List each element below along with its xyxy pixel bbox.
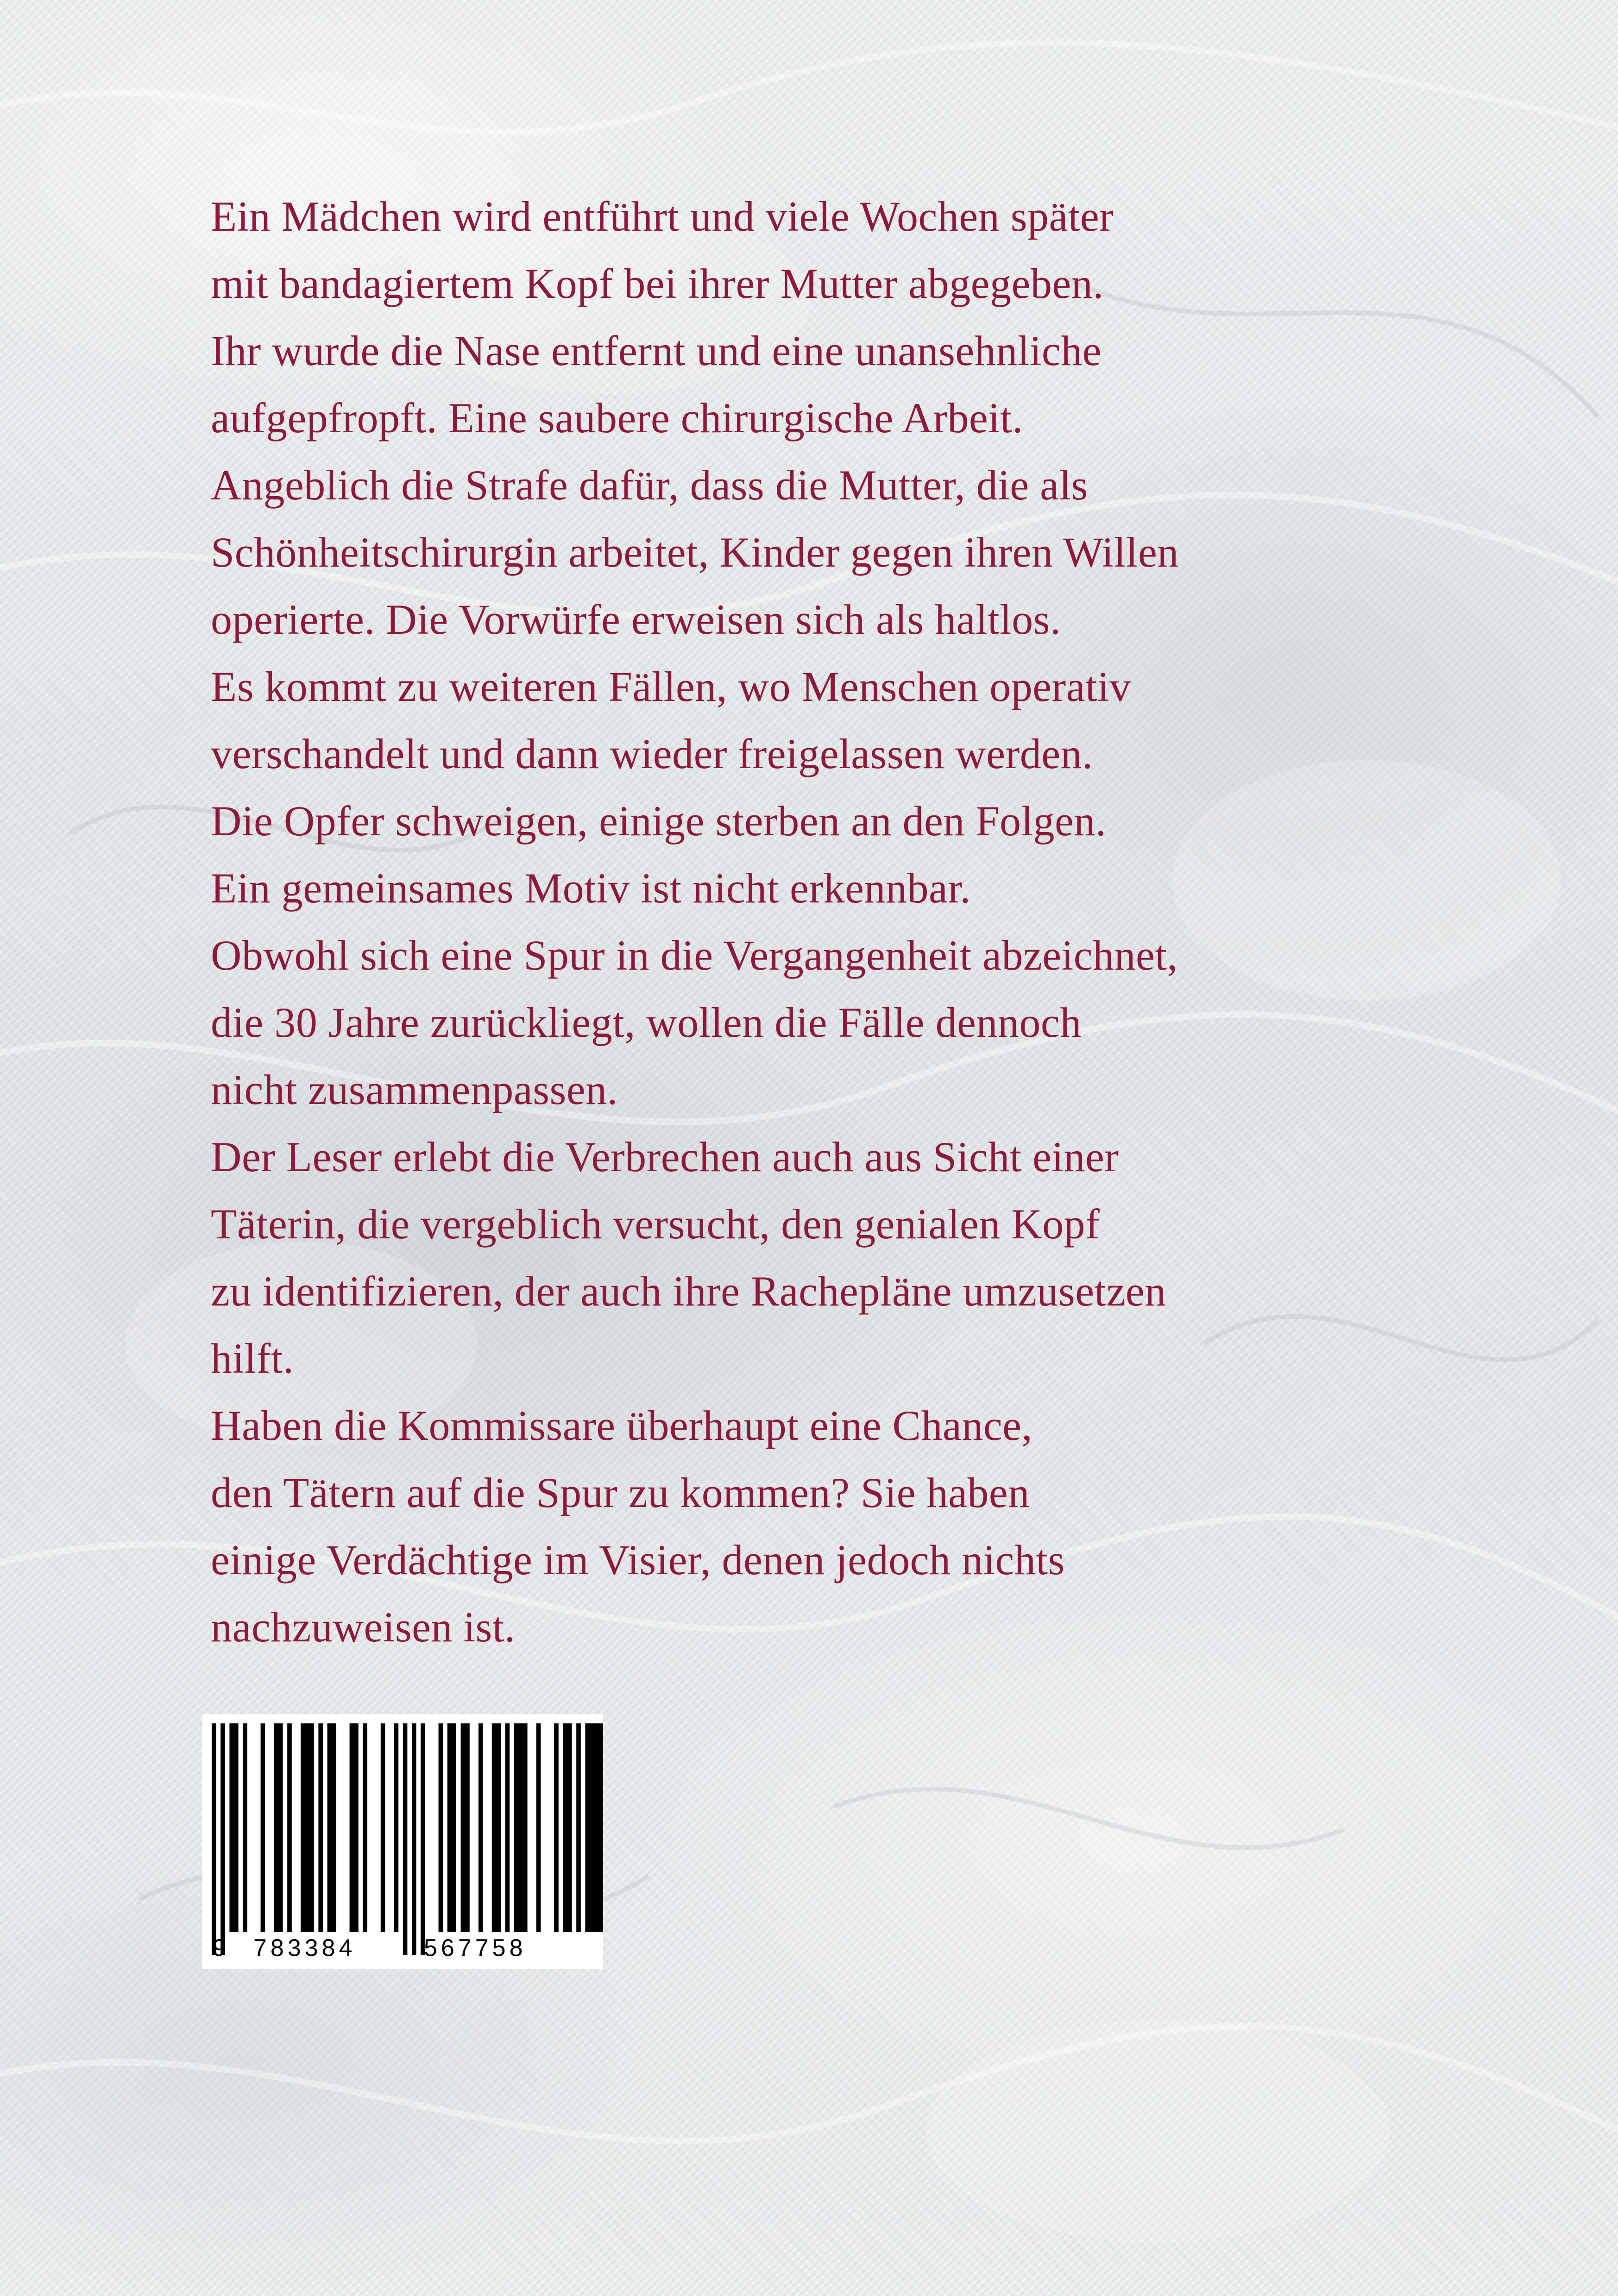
blurb-line: mit bandagiertem Kopf bei ihrer Mutter abgegeben. [211,260,1104,307]
barcode-bar [274,1723,283,1932]
barcode-bar [350,1723,359,1932]
blurb-line: Ein gemeinsames Motiv ist nicht erkennbar. [211,864,971,912]
blurb-line: aufgepfropft. Eine saubere chirurgische Arbeit. [211,394,1023,442]
barcode-bars [202,1714,603,1969]
barcode-bar [478,1723,483,1932]
isbn-barcode [202,1714,603,1969]
barcode-bar [461,1723,470,1932]
barcode-bar [363,1723,367,1932]
blurb-line: Es kommt zu weiteren Fällen, wo Menschen operativ [211,663,1131,710]
blurb-line: zu identifizieren, der auch ihre Rachepläne umzusetzen [211,1268,1166,1315]
barcode-bar [439,1723,443,1932]
blurb-line: Angeblich die Strafe dafür, dass die Mutter, die als [211,461,1088,509]
barcode-bar [394,1723,399,1932]
blurb-line: verschandelt und dann wieder freigelassen werden. [211,730,1093,777]
blurb-line: nicht zusammenpassen. [211,1066,618,1113]
barcode-bar [554,1723,559,1932]
blurb-line: Täterin, die vergeblich versucht, den genialen Kopf [211,1200,1100,1248]
blurb-line: Ein Mädchen wird entführt und viele Wochen später [211,193,1114,240]
back-cover-blurb [211,183,1554,1661]
barcode-bar [212,1723,216,1955]
barcode-bar [585,1723,603,1932]
barcode-bar [327,1723,336,1932]
blurb-line: Schönheitschirurgin arbeitet, Kinder gegen ihren Willen [211,529,1179,576]
barcode-bar [492,1723,501,1932]
blurb-line: einige Verdächtige im Visier, denen jedoch nichts [211,1536,1065,1583]
barcode-bar [318,1723,323,1932]
barcode-bar [261,1723,265,1932]
barcode-left-digits: 783384 [253,1935,356,1962]
barcode-bar [576,1723,581,1932]
barcode-right-digits: 567758 [424,1935,527,1962]
barcode-bar [514,1723,528,1932]
blurb-line: hilft. [211,1335,294,1382]
barcode-bar [403,1723,408,1955]
barcode-bar [243,1723,247,1932]
barcode-bar [421,1723,425,1955]
blurb-line: Ihr wurde die Nase entfernt und eine unansehnliche [211,327,1102,374]
blurb-line: Der Leser erlebt die Verbrechen auch aus Sicht einer [211,1133,1119,1180]
blurb-line: Obwohl sich eine Spur in die Vergangenheit abzeichnet, [211,932,1178,979]
barcode-bar [287,1723,292,1932]
blurb-line: Haben die Kommissare überhaupt eine Chance, [211,1402,1032,1449]
barcode-bar [536,1723,541,1932]
blurb-line: operierte. Die Vorwürfe erweisen sich als haltlos. [211,596,1061,643]
barcode-bar [505,1723,510,1932]
barcode-bar [220,1723,225,1955]
blurb-line: nachzuweisen ist. [211,1603,516,1651]
barcode-bar [447,1723,456,1932]
blurb-line: die 30 Jahre zurückliegt, wollen die Fälle dennoch [211,999,1082,1046]
barcode-bar [563,1723,572,1932]
blurb-line: Die Opfer schweigen, einige sterben an den Folgen. [211,797,1107,845]
barcode-bar [412,1723,416,1955]
barcode-bar [381,1723,385,1932]
barcode-bar [301,1723,314,1932]
barcode-prefix-digit: 9 [213,1935,226,1962]
barcode-bar [229,1723,238,1932]
blurb-line: den Tätern auf die Spur zu kommen? Sie haben [211,1469,1030,1516]
